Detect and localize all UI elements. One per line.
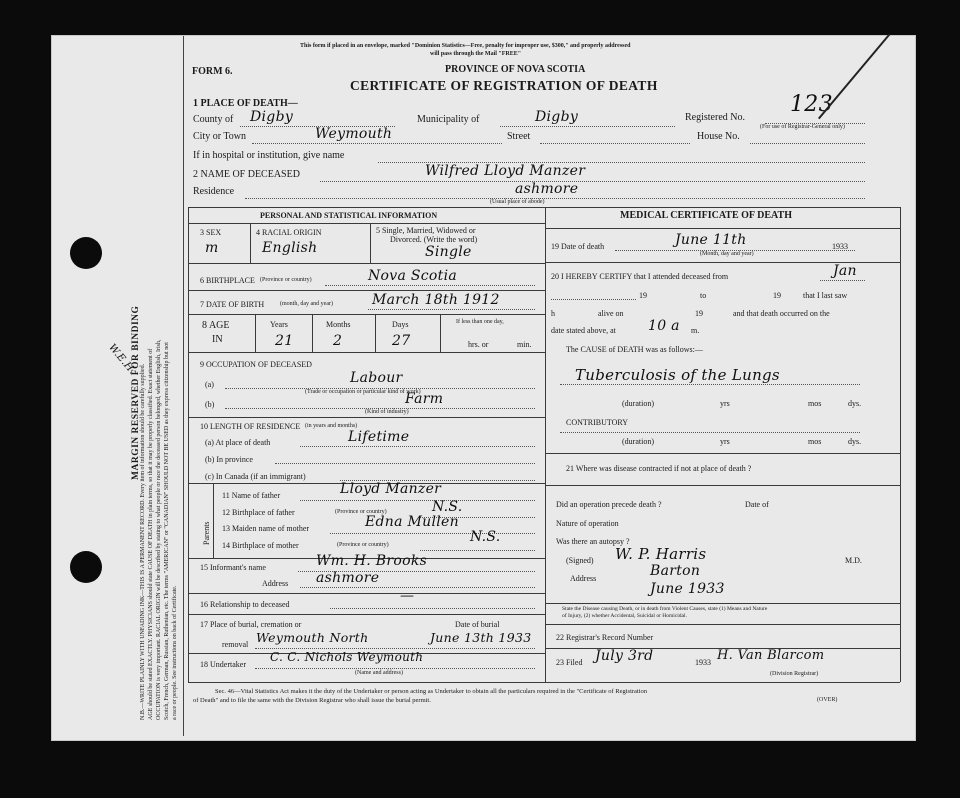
marital-label: Divorced. (Write the word) bbox=[390, 235, 478, 244]
occupation-b: (b) bbox=[205, 400, 215, 409]
sex-value: m bbox=[205, 240, 219, 256]
father-name-value: Lloyd Manzer bbox=[340, 481, 442, 497]
occupation-b-note: (Kind of industry) bbox=[365, 409, 409, 415]
rule bbox=[188, 207, 189, 682]
field-line bbox=[750, 143, 865, 144]
rule bbox=[545, 485, 900, 486]
rule bbox=[188, 593, 545, 594]
racial-origin-label: 4 RACIAL ORIGIN bbox=[256, 228, 322, 237]
medical-date-value: June 1933 bbox=[650, 581, 725, 597]
hospital-label: If in hospital or institution, give name bbox=[193, 150, 345, 161]
street-label: Street bbox=[507, 131, 531, 142]
margin-instruction: AGE should be stated EXACTLY. PHYSICIANS should state CAUSE OF DEATH in plain terms, so that it may be properly classified. Exact statement of bbox=[148, 348, 154, 720]
field-line bbox=[368, 309, 535, 310]
father-name-label: 11 Name of father bbox=[222, 491, 281, 500]
mother-birthplace-label: 14 Birthplace of mother bbox=[222, 541, 299, 550]
field-line bbox=[420, 550, 535, 551]
field-line bbox=[820, 280, 865, 281]
binding-hole bbox=[70, 551, 102, 583]
h-label: h bbox=[551, 309, 555, 318]
nature-label: Nature of operation bbox=[556, 519, 619, 528]
mother-name-label: 13 Maiden name of mother bbox=[222, 524, 310, 533]
death-occurred-label: and that death occurred on the bbox=[733, 309, 830, 318]
burial-removal-label: removal bbox=[222, 640, 249, 649]
division-registrar-note: (Division Registrar) bbox=[770, 671, 819, 677]
field-line bbox=[320, 181, 865, 182]
marital-value: Single bbox=[425, 244, 472, 260]
municipality-value: Digby bbox=[535, 109, 579, 125]
rule bbox=[188, 263, 545, 264]
medical-address-label: Address bbox=[570, 574, 597, 583]
at-place-value: Lifetime bbox=[348, 429, 410, 445]
margin-instruction: Scotch, French, German, Russian, Ruthenian, etc. The terms "AMERICAN" or "CANADIAN" SHOULD NOT BE USED as they express citizenship but not bbox=[164, 342, 170, 720]
city-value: Weymouth bbox=[315, 126, 393, 142]
binding-hole bbox=[70, 237, 102, 269]
residence-value: ashmore bbox=[515, 181, 579, 197]
date-above-label: date stated above, at bbox=[551, 326, 616, 335]
rule bbox=[213, 483, 214, 558]
registrar-name-value: H. Van Blarcom bbox=[717, 648, 825, 663]
margin-instruction: a race or people. See instructions on back of Certificate. bbox=[172, 585, 178, 720]
residence-label: Residence bbox=[193, 186, 235, 197]
field-line bbox=[252, 143, 502, 144]
county-label: County of bbox=[193, 114, 234, 125]
field-line bbox=[255, 668, 535, 669]
envelope-note: This form if placed in an envelope, marked "Dominion Statistics—Free, penalty for improper use, $300," and properly addressed bbox=[300, 43, 631, 49]
registrar-record-label: 22 Registrar's Record Number bbox=[556, 633, 654, 642]
mother-birthplace-value: N.S. bbox=[470, 529, 501, 545]
rule bbox=[188, 417, 545, 418]
rule bbox=[188, 223, 545, 224]
form-number: FORM 6. bbox=[192, 66, 233, 77]
duration-label: (duration) bbox=[622, 437, 654, 446]
signed-label: (Signed) bbox=[566, 556, 594, 565]
informant-address-value: ashmore bbox=[316, 570, 380, 586]
place-of-death-label: 1 PLACE OF DEATH— bbox=[193, 98, 298, 109]
father-birthplace-label: 12 Birthplace of father bbox=[222, 508, 295, 517]
field-line bbox=[330, 533, 535, 534]
relationship-value: — bbox=[400, 588, 415, 604]
field-line bbox=[551, 299, 636, 300]
rule bbox=[188, 682, 900, 683]
field-line bbox=[330, 608, 535, 609]
rule bbox=[370, 223, 371, 263]
envelope-note: will pass through the Mail "FREE" bbox=[430, 51, 522, 57]
field-line bbox=[560, 384, 860, 385]
field-line bbox=[275, 463, 535, 464]
mos-label: mos bbox=[808, 399, 822, 408]
marital-label: 5 Single, Married, Widowed or bbox=[376, 226, 476, 235]
field-line bbox=[560, 432, 860, 433]
margin-instruction: OCCUPATION is very important. RACIAL ORIGIN will be described by stating to what people or race the deceased person belonged, whether English, Irish, bbox=[156, 339, 162, 720]
margin-divider bbox=[183, 36, 184, 736]
rule bbox=[375, 314, 376, 352]
column-divider bbox=[545, 207, 546, 682]
field-line bbox=[325, 285, 535, 286]
medical-heading: MEDICAL CERTIFICATE OF DEATH bbox=[620, 210, 792, 221]
min-label: min. bbox=[517, 340, 532, 349]
undertaker-value: C. C. Nichols Weymouth bbox=[270, 650, 424, 664]
hrs-label: hrs. or bbox=[468, 340, 489, 349]
parents-label: Parents bbox=[202, 521, 211, 545]
province-heading: PROVINCE OF NOVA SCOTIA bbox=[445, 64, 586, 75]
field-line bbox=[500, 126, 675, 127]
filed-value: July 3rd bbox=[595, 648, 654, 664]
duration-label: (duration) bbox=[622, 399, 654, 408]
occupation-a: (a) bbox=[205, 380, 214, 389]
footer-note: Sec. 46—Vital Statistics Act makes it the duty of the Undertaker or person acting as Undertaker to obtain all the particulars required in the "Certificate of Registration bbox=[215, 688, 648, 695]
date-of-label: Date of bbox=[745, 500, 769, 509]
burial-date-value: June 13th 1933 bbox=[430, 630, 532, 645]
months-label: Months bbox=[326, 320, 351, 329]
age-in-label: IN bbox=[212, 334, 223, 345]
filed-year: 1933 bbox=[695, 658, 711, 667]
personal-heading: PERSONAL AND STATISTICAL INFORMATION bbox=[260, 211, 438, 220]
years-label: Years bbox=[270, 320, 288, 329]
year-19: 19 bbox=[695, 309, 703, 318]
state-disease-note: of Injury, (2) whether Accidental, Suicidal or Homicidal. bbox=[562, 613, 687, 619]
occupation-a-note: (Trade or occupation or particular kind of work) bbox=[305, 389, 421, 395]
m-label: m. bbox=[691, 326, 700, 335]
rule bbox=[440, 314, 441, 352]
yrs-label: yrs bbox=[720, 437, 730, 446]
yrs-label: yrs bbox=[720, 399, 730, 408]
mos-label: mos bbox=[808, 437, 822, 446]
dob-value: March 18th 1912 bbox=[372, 292, 500, 308]
medical-address-value: Barton bbox=[650, 563, 701, 579]
rule bbox=[312, 314, 313, 352]
margin-reserved-label: MARGIN RESERVED FOR BINDING bbox=[131, 305, 141, 480]
margin-instruction: N.B.—WRITE PLAINLY WITH UNFADING INK—THIS IS A PERMANENT RECORD. Every item of information should be carefully supplied. bbox=[140, 363, 146, 720]
alive-on-label: alive on bbox=[598, 309, 624, 318]
informant-label: 15 Informant's name bbox=[200, 563, 266, 572]
field-line bbox=[255, 648, 535, 649]
field-line bbox=[300, 587, 535, 588]
county-value: Digby bbox=[250, 109, 294, 125]
birthplace-note: (Province or country) bbox=[260, 277, 312, 283]
rule bbox=[188, 207, 900, 208]
dys-label: dys. bbox=[848, 399, 862, 408]
municipality-label: Municipality of bbox=[417, 114, 480, 125]
registered-number-value: 123 bbox=[790, 92, 833, 117]
birthplace-value: Nova Scotia bbox=[368, 268, 457, 284]
years-value: 21 bbox=[275, 333, 294, 349]
name-of-deceased-label: 2 NAME OF DECEASED bbox=[193, 169, 300, 180]
rule bbox=[900, 207, 901, 682]
burial-label: 17 Place of burial, cremation or bbox=[200, 620, 302, 629]
relationship-label: 16 Relationship to deceased bbox=[200, 600, 290, 609]
undertaker-note: (Name and address) bbox=[355, 670, 403, 676]
registered-number-label: Registered No. bbox=[685, 112, 745, 123]
to-label: to bbox=[700, 291, 707, 300]
sex-label: 3 SEX bbox=[200, 228, 222, 237]
months-value: 2 bbox=[333, 333, 343, 349]
informant-value: Wm. H. Brooks bbox=[316, 553, 428, 569]
city-label: City or Town bbox=[193, 131, 247, 142]
rule bbox=[188, 614, 545, 615]
field-line bbox=[300, 446, 535, 447]
racial-origin-value: English bbox=[262, 240, 318, 256]
contracted-label: 21 Where was disease contracted if not at place of death ? bbox=[566, 464, 752, 473]
age-label: 8 AGE bbox=[202, 320, 230, 331]
at-place-label: (a) At place of death bbox=[205, 438, 271, 447]
date-of-death-value: June 11th bbox=[675, 232, 747, 248]
length-residence-label: 10 LENGTH OF RESIDENCE bbox=[200, 422, 301, 431]
field-line bbox=[245, 198, 865, 199]
occupation-label: 9 OCCUPATION OF DECEASED bbox=[200, 360, 312, 369]
field-line bbox=[540, 143, 690, 144]
rule bbox=[545, 453, 900, 454]
field-line bbox=[300, 500, 535, 501]
cause-value: Tuberculosis of the Lungs bbox=[575, 366, 780, 384]
certify-label: 20 I HEREBY CERTIFY that I attended deceased from bbox=[551, 272, 729, 281]
in-canada-label: (c) In Canada (if an immigrant) bbox=[205, 472, 306, 481]
rule bbox=[545, 624, 900, 625]
date-of-death-note: (Month, day and year) bbox=[700, 251, 754, 257]
filed-label: 23 Filed bbox=[556, 658, 583, 667]
autopsy-label: Was there an autopsy ? bbox=[556, 537, 630, 546]
certificate-title: CERTIFICATE OF REGISTRATION OF DEATH bbox=[350, 78, 658, 93]
rule bbox=[188, 290, 545, 291]
dys-label: dys. bbox=[848, 437, 862, 446]
rule bbox=[545, 603, 900, 604]
burial-date-label: Date of burial bbox=[455, 620, 500, 629]
days-label: Days bbox=[392, 320, 409, 329]
length-residence-note: (in years and months) bbox=[305, 423, 358, 429]
occupation-a-value: Labour bbox=[350, 370, 403, 386]
year-19: 19 bbox=[773, 291, 781, 300]
in-province-label: (b) In province bbox=[205, 455, 253, 464]
rule bbox=[188, 314, 545, 315]
name-of-deceased-value: Wilfred Lloyd Manzer bbox=[425, 163, 586, 179]
dob-note: (month, day and year) bbox=[280, 301, 333, 307]
days-value: 27 bbox=[392, 333, 411, 349]
father-birthplace-value: N.S. bbox=[432, 499, 463, 515]
dob-label: 7 DATE OF BIRTH bbox=[200, 300, 265, 309]
father-birthplace-note: (Province or country) bbox=[335, 509, 387, 515]
date-of-death-label: 19 Date of death bbox=[551, 242, 605, 251]
operation-label: Did an operation precede death ? bbox=[556, 500, 662, 509]
less-than-day-note: If less than one day, bbox=[456, 319, 504, 325]
informant-address-label: Address bbox=[262, 579, 289, 588]
signed-value: W. P. Harris bbox=[615, 545, 707, 563]
cause-label: The CAUSE of DEATH was as follows:— bbox=[566, 345, 703, 354]
occupation-b-value: Farm bbox=[405, 391, 444, 407]
certify-value: Jan bbox=[833, 263, 857, 279]
time-value: 10 a bbox=[648, 318, 680, 334]
year-19: 19 bbox=[639, 291, 647, 300]
contributory-label: CONTRIBUTORY bbox=[566, 418, 629, 427]
over-label: (OVER) bbox=[817, 697, 838, 703]
rule bbox=[250, 223, 251, 263]
footer-note: of Death" and to file the same with the Division Registrar who shall issue the burial permit. bbox=[193, 697, 431, 704]
mother-name-value: Edna Mullen bbox=[365, 514, 459, 530]
date-of-death-year: 1933 bbox=[832, 242, 848, 251]
state-disease-note: State the Disease causing Death, or in death from Violent Causes, state (1) Means and Nature bbox=[562, 606, 768, 612]
residence-note: (Usual place of abode) bbox=[490, 199, 545, 205]
burial-place-value: Weymouth North bbox=[256, 630, 369, 645]
last-saw-label: that I last saw bbox=[803, 291, 848, 300]
mother-birthplace-note: (Province or country) bbox=[337, 542, 389, 548]
rule bbox=[188, 352, 545, 353]
md-label: M.D. bbox=[845, 556, 862, 565]
rule bbox=[545, 228, 900, 229]
rule bbox=[255, 314, 256, 352]
birthplace-label: 6 BIRTHPLACE bbox=[200, 276, 255, 285]
margin-handwritten-initials: W.E.H. bbox=[106, 342, 138, 377]
house-label: House No. bbox=[697, 131, 740, 142]
registered-note: (For use of Registrar-General only) bbox=[760, 124, 845, 130]
undertaker-label: 18 Undertaker bbox=[200, 660, 246, 669]
